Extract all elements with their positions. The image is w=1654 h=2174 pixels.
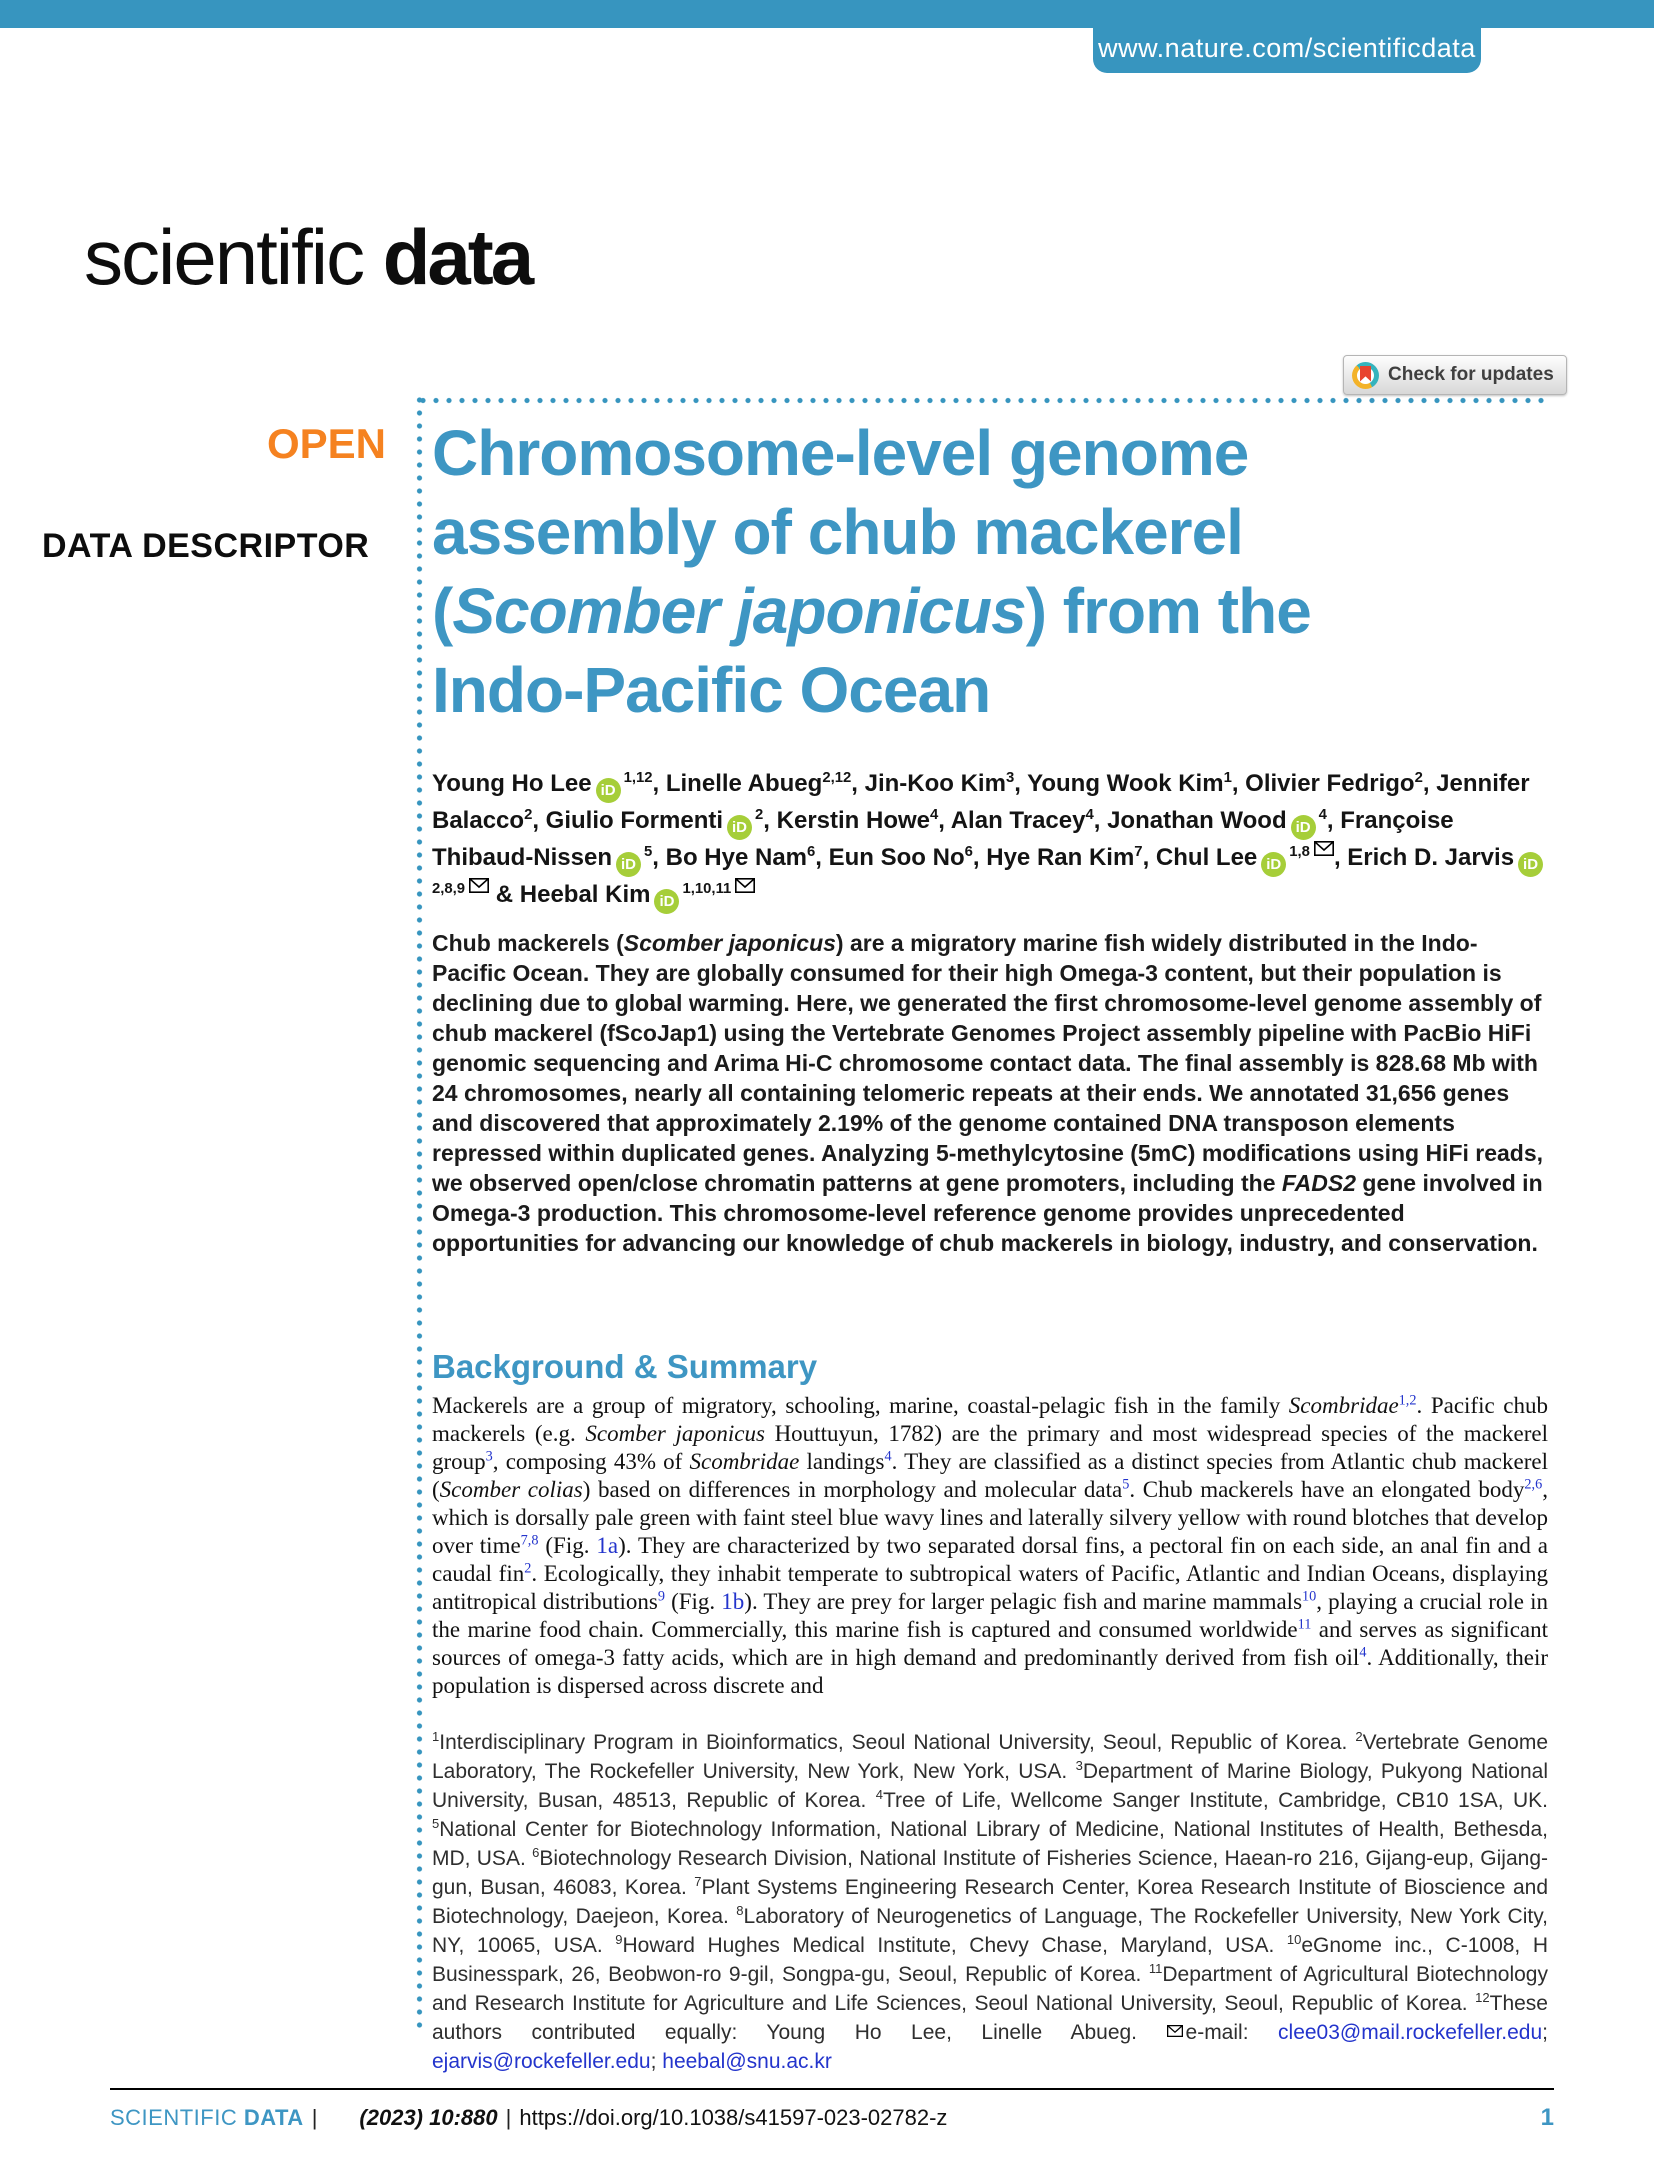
site-url: www.nature.com/scientificdata [1098,33,1476,63]
superscript: 10 [1286,1932,1302,1947]
reference-link[interactable]: 7,8 [520,1532,539,1549]
orcid-icon[interactable]: iD [1261,852,1286,877]
superscript: 4 [875,1787,883,1802]
email-icon[interactable] [469,878,489,893]
superscript: 3 [1005,770,1015,786]
author-list: Young Ho Lee iD$^{1,12}$, Linelle Abueg$^{2,12}$, Jin-Koo Kim$^3$, Young Wook Kim$^1$, Olivier Fedrigo$^2$, Jennifer Balacco$^2$, Giulio Formenti $iD^2$, Kerstin Howe$^4$, Alan Tracey$^4$, Jonathan Wood $iD^4$, Françoise Thibaud-Nissen $iD^5$, Bo Hye Nam$^6$, Eun Soo No$^6$, Hye Ran Kim$^7$, Chul Lee iD$^{1,8}$ , Erich D. Jarvis iD$^{2,8,9}$ & Heebal Kim iD$^{1,10,11}$ [432,766,1548,914]
check-for-updates-button[interactable] [1343,355,1567,395]
reference-link[interactable]: 9 [657,1588,665,1605]
superscript: 4 [930,807,939,823]
article-title [432,414,1548,730]
vertical-dotted-rule [416,397,423,2035]
site-url-tab [1093,0,1481,73]
superscript: 2,12 [822,770,852,786]
reference-link[interactable]: 3 [485,1448,493,1465]
text-link[interactable]: 1a [596,1533,619,1558]
superscript: 6 [532,1845,540,1860]
superscript: 8 [736,1903,744,1918]
title-line: Chromosome-level genome [432,417,1249,489]
text-link[interactable]: 1b [721,1589,745,1614]
reference-link[interactable]: 5 [1122,1476,1130,1493]
reference-link[interactable]: 11 [1297,1616,1312,1633]
footer-rule [110,2088,1554,2090]
superscript: 5 [432,1816,440,1831]
superscript: 3 [1075,1758,1083,1773]
footer-doi-link[interactable]: https://doi.org/10.1038/s41597-023-02782-z [519,2105,948,2130]
journal-logo-regular: scientific [84,213,383,301]
abstract: Chub mackerels (Scomber japonicus) are a migratory marine fish widely distributed in the Indo-Pacific Ocean. They are globally consumed for their high Omega-3 content, but their population is declining due to global warming. Here, we generated the first chromosome-level genome assembly of chub mackerel (fScoJap1) using the Vertebrate Genomes Project assembly pipeline with PacBio HiFi genomic sequencing and Arima Hi-C chromosome contact data. The final assembly is 828.68 Mb with 24 chromosomes, nearly all containing telomeric repeats at their ends. We annotated 31,656 genes and discovered that approximately 2.19% of the genome contained DNA transposon elements repressed within duplicated genes. Analyzing 5-methylcytosine (5mC) modifications using HiFi reads, we observed open/close chromatin patterns at gene promoters, including the FADS2 gene involved in Omega-3 production. This chromosome-level reference genome provides unprecedented opportunities for advancing our knowledge of chub mackerels in biology, industry, and conservation. [432,930,1544,1256]
reference-link[interactable]: 2,6 [1524,1476,1543,1493]
journal-logo-bold: data [382,213,532,301]
affiliations-footnote: $^1$Interdisciplinary Program in Bioinformatics, Seoul National University, Seoul, Republic of Korea. $^2$Vertebrate Genome Laboratory, The Rockefeller University, New York, New York, USA. $^3$Department of Marine Biology, Pukyong National University, Busan, 48513, Republic of Korea. $^4$Tree of Life, Wellcome Sanger Institute, Cambridge, CB10 1SA, UK. $^5$National Center for Biotechnology Information, National Library of Medicine, National Institutes of Health, Bethesda, MD, USA. $^6$Biotechnology Research Division, National Institute of Fisheries Science, Haean-ro 216, Gijang-eup, Gijang-gun, Busan, 46083, Korea. $^7$Plant Systems Engineering Research Center, Korea Research Institute of Bioscience and Biotechnology, Daejeon, Korea. $^8$Laboratory of Neurogenetics of Language, The Rockefeller University, New York City, NY, 10065, USA. $^9$Howard Hughes Medical Institute, Chevy Chase, Maryland, USA. $^{10}$eGnome inc., C-1008, H Businesspark, 26, Beobwon-ro 9-gil, Songpa-gu, Seoul, Republic of Korea. $^{11}$Department of Agricultural Biotechnology and Research Institute for Agriculture and Life Sciences, Seoul National University, Seoul, Republic of Korea. $^{12}$These authors contributed equally: Young Ho Lee, Linelle Abueg. e-mail: clee03@mail.rockefeller.edu; ejarvis@rockefeller.edu; heebal@snu.ac.kr [432,1729,1549,2073]
footer [110,2104,1554,2132]
superscript: 9 [615,1932,623,1947]
superscript: 6 [807,844,816,860]
check-for-updates-label: Check for updates [1388,364,1554,385]
reference-link[interactable]: 10 [1302,1588,1317,1605]
orcid-icon[interactable]: iD [616,852,641,877]
footer-separator: | [311,2105,318,2130]
title-line: (Scomber japonicus) from the [432,575,1311,647]
reference-link[interactable]: 2 [524,1560,532,1577]
superscript: 12 [1475,1990,1490,2005]
article-type-label: DATA DESCRIPTOR [42,527,370,565]
superscript: 7 [1134,844,1143,860]
text-link[interactable]: heebal@snu.ac.kr [662,2050,832,2073]
superscript: 1,10,11 [682,881,732,897]
superscript: 1,8 [1289,844,1310,860]
superscript: 7 [694,1874,702,1889]
superscript: 11 [1148,1961,1163,1976]
text-link[interactable]: clee03@mail.rockefeller.edu [1278,2021,1543,2044]
email-icon[interactable] [1167,2025,1183,2037]
superscript: 2 [1414,770,1423,786]
orcid-icon[interactable]: iD [1518,852,1543,877]
superscript: 4 [1318,807,1327,823]
open-access-label: OPEN [266,420,386,467]
horizontal-dotted-rule [420,397,1548,404]
journal-logo [84,212,531,303]
superscript: 5 [644,844,653,860]
superscript: 2 [755,807,764,823]
orcid-icon[interactable]: iD [727,815,752,840]
reference-link[interactable]: 4 [1359,1644,1367,1661]
reference-link[interactable]: 4 [884,1448,892,1465]
section-heading: Background & Summary [432,1348,818,1385]
superscript: 6 [964,844,973,860]
section-paragraph: Mackerels are a group of migratory, schooling, marine, coastal-pelagic fish in the family Scombridae$^{1,2}$. Pacific chub mackerels (e.g. Scomber japonicus Houttuyun, 1782) are the primary and most widespread species of the mackerel group$^3$, composing 43% of Scombridae landings$^4$. They are classified as a distinct species from Atlantic chub mackerel (Scomber colias) based on differences in morphology and molecular data$^5$. Chub mackerels have an elongated body$^{2,6}$, which is dorsally pale green with faint steel blue wavy lines and laterally silvery yellow with round blotches that develop over time$^{7,8}$ (Fig. 1a). They are characterized by two separated dorsal fins, a pectoral fin on each side, an anal fin and a caudal fin$^2$. Ecologically, they inhabit temperate to subtropical waters of Pacific, Atlantic and Indian Oceans, displaying antitropical distributions$^9$ (Fig. 1b). They are prey for larger pelagic fish and marine mammals$^{10}$, playing a crucial role in the marine food chain. Commercially, this marine fish is captured and consumed worldwide$^{11}$ and serves as significant sources of omega-3 fatty acids, which are in high demand and predominantly derived from fish oil$^4$. Additionally, their population is dispersed across discrete and [432,1392,1549,1698]
crossmark-icon [1352,362,1379,389]
orcid-icon[interactable]: iD [1291,815,1316,840]
superscript: 2 [1355,1729,1363,1744]
footer-journal-name: SCIENTIFIC DATA [110,2105,304,2130]
email-icon[interactable] [735,878,755,893]
reference-link[interactable]: 1,2 [1398,1392,1417,1409]
superscript: 1,12 [623,770,653,786]
orcid-icon[interactable]: iD [596,778,621,803]
superscript: 1 [432,1729,440,1744]
title-line: assembly of chub mackerel [432,496,1243,568]
orcid-icon[interactable]: iD [654,889,679,914]
email-icon[interactable] [1314,841,1334,856]
superscript: 4 [1085,807,1094,823]
superscript: 1 [1223,770,1232,786]
text-link[interactable]: ejarvis@rockefeller.edu [432,2050,651,2073]
footer-separator: | [505,2105,512,2130]
superscript: 2 [524,807,533,823]
page-number: 1 [1540,2104,1554,2131]
superscript: 2,8,9 [432,881,466,897]
footer-citation: (2023) 10:880 [359,2105,498,2130]
title-line: Indo-Pacific Ocean [432,654,991,726]
